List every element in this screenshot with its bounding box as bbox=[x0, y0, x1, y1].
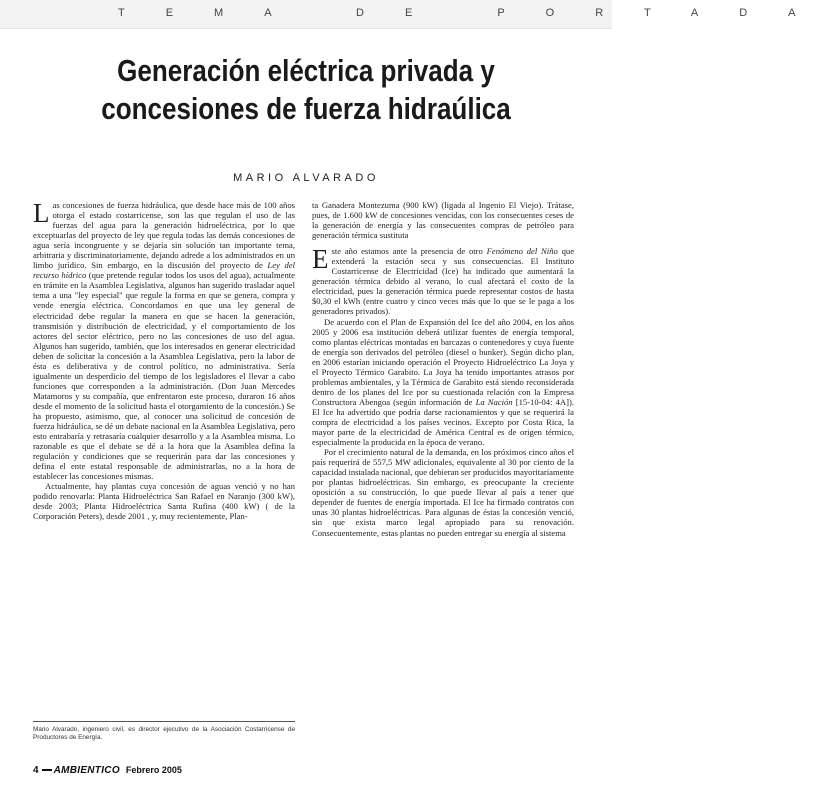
paragraph bbox=[33, 481, 295, 521]
paragraph bbox=[312, 246, 574, 316]
left-text-column bbox=[33, 200, 295, 708]
paragraph-text: De acuerdo con el Plan de Expansión del Ice del año 2004, en los años 2005 y 2006 esa institución deberá utilizar fuentes de energía temporal, como plantas eléctricas montadas en barcazas o contenedores y cuya fuente de energía son derivados del petróleo (diesel o bunker). Según dicho plan, en 2006 estarían iniciando operación el Proyecto Hidroeléctrico La Joya y el Proyecto Térmico Garabito. La Joya ha tenido importantes atrasos por problemas ambientales, y la Térmica de Garabito está siendo reconsiderada dentro de los planes del Ice por su cuestionada relación con la Empresa Constructora Abengoa (según información de bbox=[312, 316, 574, 407]
paragraph bbox=[312, 200, 574, 240]
paragraph-text: Actualmente, hay plantas cuya concesión de aguas venció y no han podido renovarla: Planta Hidroeléctrica San Rafael en Naranjo (300 kW), desde 2003; Planta Hidroeléctrica Santa Rufina (400 kW) ( de la Corporación Peters), desde 2001 , y, muy recientemente, Plan- bbox=[33, 481, 295, 522]
article-title-line-1: Generación eléctrica privada y bbox=[117, 53, 495, 88]
section-label: TEMA DE PORTADA bbox=[118, 7, 837, 19]
author-footnote: Mario Alvarado, ingeniero civil, es director ejecutivo de la Asociación Costarricense de Productores de Energía. bbox=[33, 726, 295, 742]
article-author: MARIO ALVARADO bbox=[233, 172, 379, 184]
italic-title-text: Fenómeno del Niño bbox=[486, 246, 558, 257]
paragraph-text: (que pretende regular todos los usos del agua), actualmente en trámite en la Asamblea Legislativa, algunos han sugerido trasladar aquel tema a una "ley especial" que regule la forma en que se genera, compra y vende energía eléctrica. Concordamos en que una ley general de electricidad debe regular la manera en que se hacen la generación, transmisión y distribución de electricidad, y el comportamiento de los actores del sector eléctrico, pero no las concesiones de uso del agua. Algunos han sugerido, también, que los interesados en generar electricidad deben de solicitar la concesión a la Asamblea Legislativa, pero la labor de ésta es deliberativa y de control político, no administrativa. Sería igualmente un desperdicio del tiempo de los legisladores el llevar a cabo funciones que corresponden a la administración. (Don Juan Mercedes Matamoros y su compañía, que enfrentaron este proceso, duraron 16 años desde el momento de la solicitud hasta el otorgamiento de la concesión.) Se ha propuesto, asimismo, que, al conocer una solicitud de concesión de fuerza hidráulica, se dé un debate nacional en la Asamblea Legislativa, pero esto entrabaría y retrasaría cualquier desarrollo y a la Asamblea misma. Lo razonable es que el debate se dé a la hora que la Asamblea defina la regulación y condiciones que se requerirán para dar las concesiones y defina el ente estatal responsable de administrarlas, no a la hora de establecer las concesiones mismas. bbox=[33, 270, 295, 482]
paragraph-text: Por el crecimiento natural de la demanda, en los próximos cinco años el país requerirá de 557,5 MW adicionales, equivalente al 30 por ciento de la capacidad instalada nacional, que debieran ser producidos mayoritariamente por plantas hidroeléctricas. Sin embargo, es preocupante la creciente oposición a su construcción, lo que puede llevar al país a tener que depender de fuentes de energía importada. El Ice ha firmado contratos con unas 30 plantas hidroeléctricas. Para algunas de éstas la concesión venció, sin que exista marco legal apropiado para su renovación. Consecuentemente, estas plantas no pueden entregar su energía al sistema bbox=[312, 447, 574, 538]
paragraph-text: ste año estamos ante la presencia de otro bbox=[331, 246, 487, 257]
publication-name: AMBIENTICO bbox=[53, 764, 120, 776]
drop-cap: E bbox=[312, 244, 329, 275]
article-title-line-2: concesiones de fuerza hidraúlica bbox=[101, 91, 511, 126]
page-number: 4 bbox=[33, 764, 39, 776]
paragraph-text: [15-10-04: 4A]). El Ice ha advertido que podría darse racionamientos y que se requerirá la compra de electricidad a los países vecinos. Excepto por Costa Rica, la mayor parte de la electricidad de América Central es de origen térmico, especialmente la producida en la época de verano. bbox=[312, 396, 574, 448]
footnote-divider bbox=[33, 721, 295, 722]
article-title bbox=[74, 52, 538, 128]
italic-title-text: La Nación bbox=[475, 396, 513, 407]
page-footer bbox=[33, 763, 182, 777]
italic-title-text: Ley del recurso hídrico bbox=[33, 260, 295, 281]
issue-date: Febrero 2005 bbox=[125, 765, 182, 775]
drop-cap: L bbox=[33, 198, 50, 228]
paragraph-text: as concesiones de fuerza hidráulica, que desde hace más de 100 años otorga el estado costarricense, son las que regulan el uso de las fuerzas del agua para la generación hidroeléctrica, por lo que exceptuarlas del proyecto de ley que regula todas las demás concesiones de agua sería incongruente y se dejaría sin solución tan importante tema, arbitraria y discriminatoriamente, dejando adrede a los administrados en un limbo jurídico. Sin embargo, en la discusión del proyecto de bbox=[33, 200, 295, 271]
paragraph bbox=[312, 317, 574, 448]
section-label-bar bbox=[0, 0, 837, 29]
footer-dash bbox=[42, 769, 52, 771]
right-text-column bbox=[312, 200, 574, 752]
paragraph bbox=[33, 200, 295, 481]
paragraph bbox=[312, 447, 574, 537]
paragraph-text: que extenderá la estación seca y sus consecuencias. El Instituto Costarricense de Electricidad (Ice) ha indicado que aumentará la generación térmica debido al verano, lo cual afectará el costo de la electricidad, pues la generación térmica puede representar costos de hasta $0,30 el kWh (entre cuatro y cinco veces más que lo que se le paga a los generadores privados). bbox=[312, 246, 575, 317]
paragraph-text: ta Ganadera Montezuma (900 kW) (ligada al Ingenio El Viejo). Trátase, pues, de 1.600 kW de concesiones vencidas, con los consecuentes ceses de la generación de energía y las consecuentes compras de petróleo para generación térmica sustituta bbox=[312, 200, 574, 241]
